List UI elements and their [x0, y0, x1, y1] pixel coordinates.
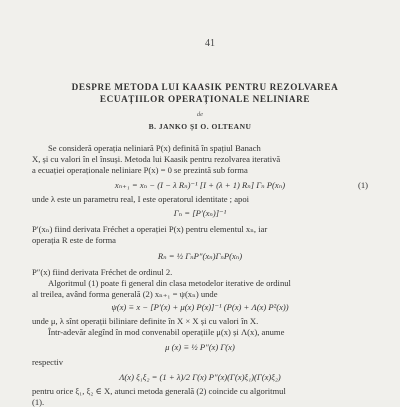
authors: B. JANKO ȘI O. OLTEANU: [148, 122, 252, 131]
equation-number: (1): [358, 180, 369, 190]
body-line: al treilea, având forma generală (2) xₙ₊₁ = ψ(xₙ) unde: [32, 289, 218, 299]
body-line: pentru orice ξ₁, ξ₂ ∈ X, atunci metoda generală (2) coincide cu algoritmul: [32, 386, 286, 396]
formula-lambda: Λ(x) ξ₁ξ₂ = (1 + λ)/2 Γ(x) P″(x)(Γ(x)ξ₁)(Γ(x)ξ₂): [119, 372, 281, 382]
body-line: P″(x) fiind derivata Fréchet de ordinul 2.: [32, 267, 173, 277]
formula-psi: ψ(x) ≡ x − [P′(x) + μ(x) P(x)]⁻¹ (P(x) + Λ(x) P²(x)): [111, 302, 289, 312]
page-number: 41: [205, 38, 215, 49]
body-line: operația R este de forma: [32, 235, 116, 245]
formula-mu: μ (x) ≡ ½ P″(x) Γ(x): [165, 342, 235, 352]
body-line: Se consideră operația neliniară P(x) definită în spațiul Banach: [48, 143, 261, 153]
byline-de: de: [196, 111, 204, 118]
body-line: a ecuației operaționale neliniare P(x) = 0 se prezintă sub forma: [32, 165, 248, 175]
body-line: unde λ este un parametru real, I este operatorul identitate ; apoi: [32, 194, 250, 204]
formula-r: Rₙ = ½ ΓₙP″(xₙ)ΓₙP(xₙ): [157, 251, 243, 261]
body-line: unde μ, λ sînt operații biliniare definite în X × X și cu valori în X.: [32, 316, 259, 326]
paper-title-line-2: ECUAȚIILOR OPERAȚIONALE NELINIARE: [99, 94, 311, 104]
body-line: Algoritmul (1) poate fi general din clasa metodelor iterative de ordinul: [48, 278, 291, 288]
body-line: respectiv: [32, 357, 64, 367]
formula-1: xₙ₊₁ = xₙ − (I − λ Rₙ)⁻¹ [I + (λ + 1) Rₙ] Γₙ P(xₙ): [114, 180, 286, 190]
body-line: Într-adevăr alegînd în mod convenabil operațiile μ(x) și Λ(x), anume: [48, 327, 285, 337]
formula-gamma: Γₙ = [P′(xₙ)]⁻¹: [173, 208, 227, 218]
body-line: P′(xₙ) fiind derivata Fréchet a operației P(x) pentru elementul xₙ, iar: [32, 224, 268, 234]
body-line: X, și cu valori în el însuși. Metoda lui Kaasik pentru rezolvarea iterativă: [32, 154, 281, 164]
body-line: (1).: [32, 397, 45, 407]
paper-title-line-1: DESPRE METODA LUI KAASIK PENTRU REZOLVAREA: [71, 82, 339, 92]
